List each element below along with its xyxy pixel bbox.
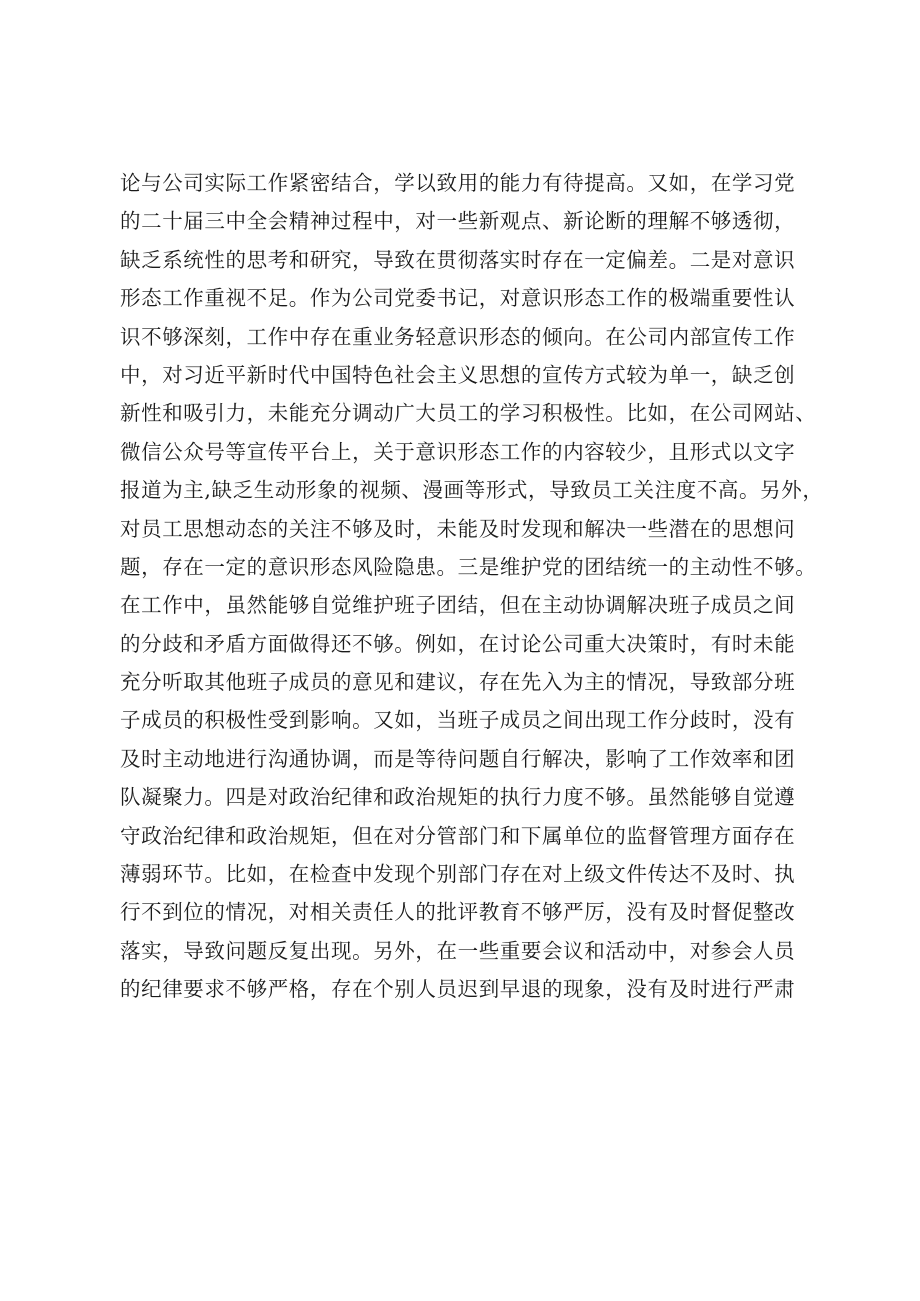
text-line: 对员工思想动态的关注不够及时，未能及时发现和解决一些潜在的思想问 bbox=[120, 516, 796, 541]
text-line: 子成员的积极性受到影响。又如，当班子成员之间出现工作分歧时，没有 bbox=[120, 708, 796, 733]
text-line: 缺乏系统性的思考和研究，导致在贯彻落实时存在一定偏差。二是对意识 bbox=[120, 247, 796, 272]
text-line: 薄弱环节。比如，在检查中发现个别部门存在对上级文件传达不及时、执 bbox=[120, 862, 796, 887]
text-line: 的纪律要求不够严格，存在个别人员迟到早退的现象，没有及时进行严肃 bbox=[120, 977, 796, 1002]
text-line: 题，存在一定的意识形态风险隐患。三是维护党的团结统一的主动性不够。 bbox=[120, 554, 817, 579]
text-line: 微信公众号等宣传平台上，关于意识形态工作的内容较少，且形式以文字 bbox=[120, 439, 796, 464]
text-line: 报道为主,缺乏生动形象的视频、漫画等形式，导致员工关注度不高。另外， bbox=[120, 478, 824, 503]
text-line: 队凝聚力。四是对政治纪律和政治规矩的执行力度不够。虽然能够自觉遵 bbox=[120, 785, 796, 810]
text-line: 落实，导致问题反复出现。另外，在一些重要会议和活动中，对参会人员 bbox=[120, 938, 796, 963]
text-line: 识不够深刻，工作中存在重业务轻意识形态的倾向。在公司内部宣传工作 bbox=[120, 324, 796, 349]
text-line: 的二十届三中全会精神过程中，对一些新观点、新论断的理解不够透彻， bbox=[120, 209, 796, 234]
text-line: 论与公司实际工作紧密结合，学以致用的能力有待提高。又如，在学习党 bbox=[120, 171, 796, 195]
text-line: 的分歧和矛盾方面做得还不够。例如，在讨论公司重大决策时，有时未能 bbox=[120, 631, 796, 656]
text-line: 在工作中，虽然能够自觉维护班子团结，但在主动协调解决班子成员之间 bbox=[120, 593, 796, 618]
text-line: 守政治纪律和政治规矩，但在对分管部门和下属单位的监督管理方面存在 bbox=[120, 823, 796, 848]
text-line: 新性和吸引力，未能充分调动广大员工的学习积极性。比如，在公司网站、 bbox=[120, 401, 817, 426]
text-line: 形态工作重视不足。作为公司党委书记，对意识形态工作的极端重要性认 bbox=[120, 286, 796, 311]
text-line: 中，对习近平新时代中国特色社会主义思想的宣传方式较为单一，缺乏创 bbox=[120, 362, 796, 387]
text-line: 及时主动地进行沟通协调，而是等待问题自行解决，影响了工作效率和团 bbox=[120, 746, 796, 771]
text-line: 充分听取其他班子成员的意见和建议，存在先入为主的情况，导致部分班 bbox=[120, 670, 796, 695]
text-line: 行不到位的情况，对相关责任人的批评教育不够严厉，没有及时督促整改 bbox=[120, 900, 796, 925]
body-text bbox=[120, 164, 824, 1009]
